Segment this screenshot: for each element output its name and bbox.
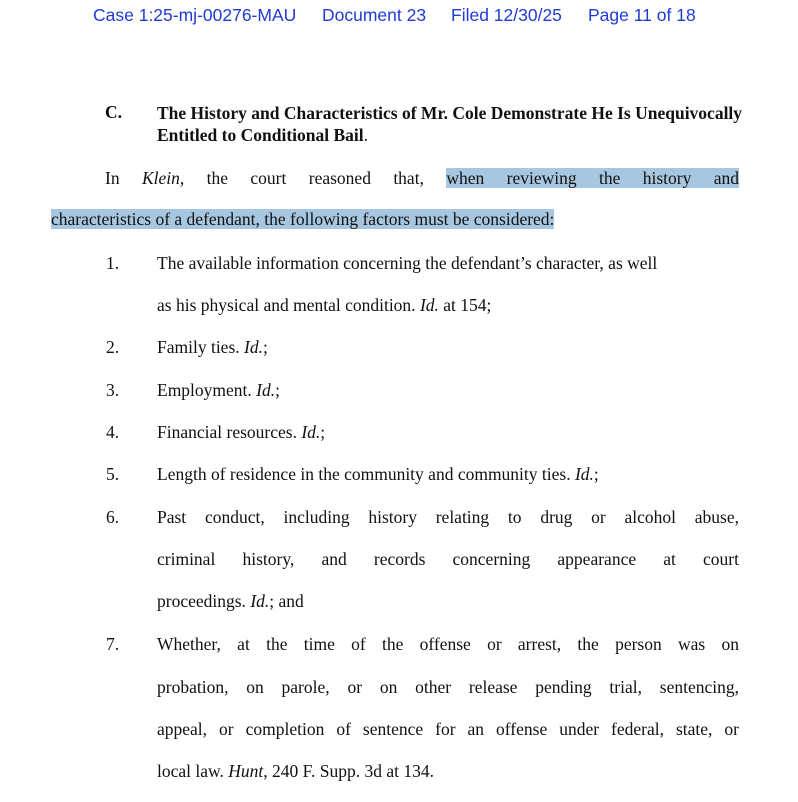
- factor-7-number: 7.: [106, 634, 120, 654]
- intro-mid: , the court reasoned that,: [179, 168, 447, 188]
- factor-7-text: local law.: [157, 761, 229, 781]
- intro-lead: In: [105, 168, 142, 188]
- factor-3-text: Employment.: [157, 380, 257, 400]
- intro-line-1: [105, 166, 739, 190]
- factor-1-tail: at 154;: [438, 295, 492, 315]
- factor-7-line-2: probation, on parole, or on other release pending trial, sentencing,: [157, 677, 739, 697]
- factor-6-number: 6.: [106, 507, 120, 527]
- factor-6-text: proceedings.: [157, 591, 251, 611]
- highlight-line-2: characteristics of a defendant, the following factors must be considered:: [51, 209, 555, 229]
- factor-1-cite: Id.: [419, 295, 439, 315]
- factor-5-number: 5.: [106, 464, 120, 484]
- factor-2-tail: ;: [262, 337, 268, 357]
- factor-7-line-3: appeal, or completion of sentence for an offense under federal, state, or: [157, 719, 739, 739]
- factor-5-text: Length of residence in the community and community ties.: [157, 464, 575, 484]
- intro-line-2: [51, 207, 554, 231]
- factor-4-cite: Id.: [301, 422, 321, 442]
- factor-2-text: Family ties.: [157, 337, 245, 357]
- page-number: Page 11 of 18: [588, 5, 696, 25]
- factor-1-number: 1.: [106, 253, 120, 273]
- factor-7-tail: , 240 F. Supp. 3d at 134.: [263, 761, 434, 781]
- factor-3-tail: ;: [275, 380, 280, 400]
- section-letter: C.: [105, 102, 123, 122]
- factor-3-number: 3.: [106, 380, 120, 400]
- case-header: [93, 5, 696, 26]
- factor-4-line: [157, 420, 739, 444]
- factor-2-cite: Id.: [244, 337, 263, 357]
- factor-7-line-4: [157, 759, 739, 783]
- factor-4-text: Financial resources.: [157, 422, 302, 442]
- highlight-line-1: when reviewing the history and: [446, 168, 739, 188]
- factor-4-number: 4.: [106, 422, 120, 442]
- section-title-period: .: [363, 125, 369, 145]
- factor-5-line: [157, 462, 739, 486]
- factor-7-cite: Hunt: [228, 761, 264, 781]
- factor-1-text: as his physical and mental condition.: [157, 295, 420, 315]
- section-title-text: The History and Characteristics of Mr. Cole Demonstrate He Is Unequivocally Entitled to Conditional Bail: [157, 103, 743, 145]
- factor-2-line: [157, 335, 739, 359]
- factor-6-line-3: [157, 589, 739, 613]
- factor-1-line-1: The available information concerning the defendant’s character, as well: [157, 253, 658, 273]
- case-number: Case 1:25-mj-00276-MAU: [93, 5, 297, 25]
- factor-1-line-2: [157, 293, 739, 317]
- factor-5-cite: Id.: [574, 464, 594, 484]
- factor-7-line-1: Whether, at the time of the offense or arrest, the person was on: [157, 634, 739, 654]
- factor-4-tail: ;: [320, 422, 326, 442]
- factor-6-line-2: criminal history, and records concerning appearance at court: [157, 549, 739, 569]
- filed-date: Filed 12/30/25: [451, 5, 562, 25]
- factor-6-line-1: Past conduct, including history relating to drug or alcohol abuse,: [157, 507, 739, 527]
- factor-5-tail: ;: [593, 464, 599, 484]
- document-number: Document 23: [322, 5, 427, 25]
- factor-6-tail: ; and: [269, 591, 304, 611]
- factor-3-line: [157, 378, 739, 402]
- factor-2-number: 2.: [106, 337, 120, 357]
- factor-6-cite: Id.: [250, 591, 270, 611]
- factor-3-cite: Id.: [256, 380, 276, 400]
- case-name-klein: Klein: [141, 168, 180, 188]
- section-title: [157, 102, 745, 146]
